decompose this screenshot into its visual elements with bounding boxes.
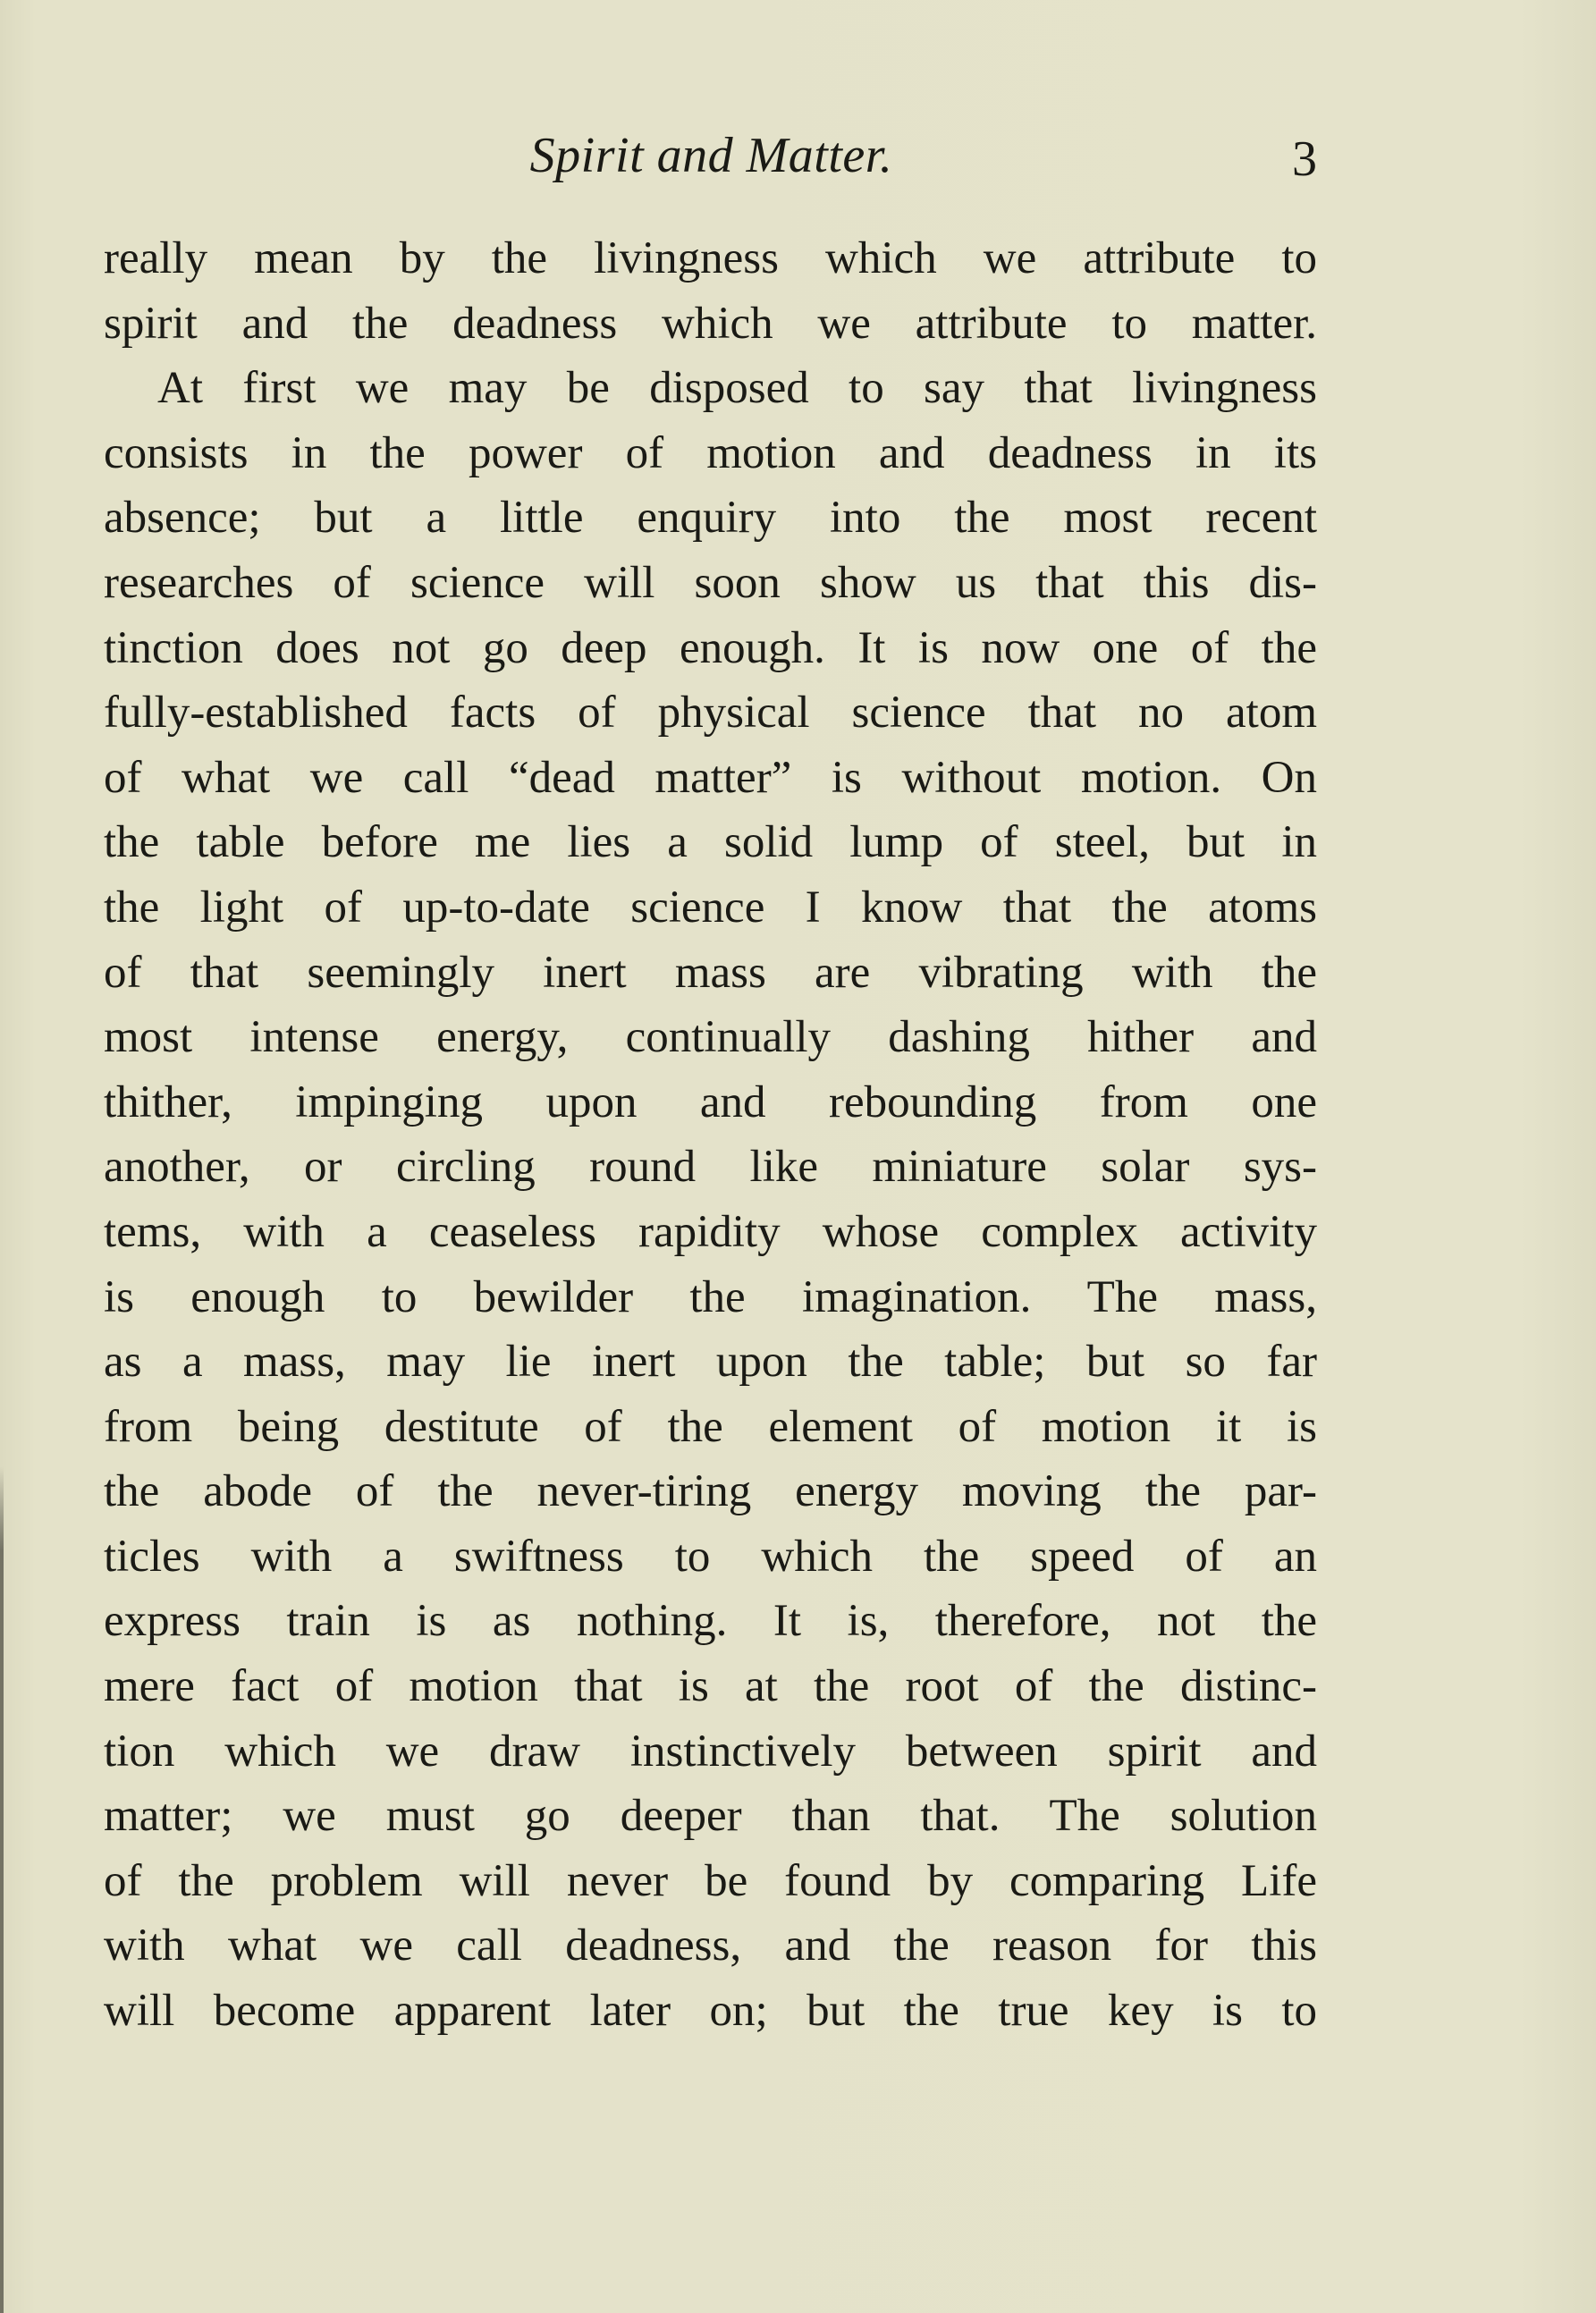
text-line: will become apparent later on; but the true key is to <box>104 1986 1317 2037</box>
text-line: mere fact of motion that is at the root of the distinc- <box>104 1661 1317 1712</box>
text-line: researches of science will soon show us that this dis- <box>104 557 1317 608</box>
text-line: another, or circling round like miniature solar sys- <box>104 1142 1317 1193</box>
text-line: absence; but a little enquiry into the most recent <box>104 493 1317 544</box>
text-line: as a mass, may lie inert upon the table; but so far <box>104 1337 1317 1388</box>
text-line: of that seemingly inert mass are vibrating with the <box>104 947 1317 998</box>
text-line: of what we call “dead matter” is without motion. On <box>104 752 1317 803</box>
text-line: is enough to bewilder the imagination. The mass, <box>104 1271 1317 1322</box>
text-line: of the problem will never be found by comparing Life <box>104 1855 1317 1906</box>
text-line: tion which we draw instinctively between spirit and <box>104 1726 1317 1777</box>
body-text <box>104 226 1317 2044</box>
running-head <box>106 127 1317 198</box>
text-line: fully-established facts of physical science that no atom <box>104 688 1317 739</box>
running-title: Spirit and Matter. <box>529 128 893 183</box>
text-line: really mean by the livingness which we attribute to <box>104 233 1317 283</box>
text-line: consists in the power of motion and deadness in its <box>104 427 1317 478</box>
text-line: tems, with a ceaseless rapidity whose complex activity <box>104 1206 1317 1257</box>
text-line: matter; we must go deeper than that. The solution <box>104 1791 1317 1842</box>
text-line: the light of up-to-date science I know that the atoms <box>104 882 1317 933</box>
text-line: tinction does not go deep enough. It is now one of the <box>104 622 1317 673</box>
text-line: express train is as nothing. It is, therefore, not the <box>104 1596 1317 1647</box>
text-line: the table before me lies a solid lump of steel, but in <box>104 817 1317 868</box>
text-line: thither, impinging upon and rebounding from one <box>104 1076 1317 1127</box>
page-number: 3 <box>1292 131 1317 187</box>
text-line: most intense energy, continually dashing hither and <box>104 1012 1317 1063</box>
text-line: from being destitute of the element of motion it is <box>104 1401 1317 1452</box>
binding-edge <box>0 1466 4 2313</box>
text-line: At first we may be disposed to say that livingness <box>157 363 1317 414</box>
text-line: spirit and the deadness which we attribute to matter. <box>104 298 1317 349</box>
text-line: ticles with a swiftness to which the speed of an <box>104 1531 1317 1582</box>
text-line: the abode of the never-tiring energy moving the par- <box>104 1466 1317 1517</box>
text-line: with what we call deadness, and the reason for this <box>104 1920 1317 1971</box>
